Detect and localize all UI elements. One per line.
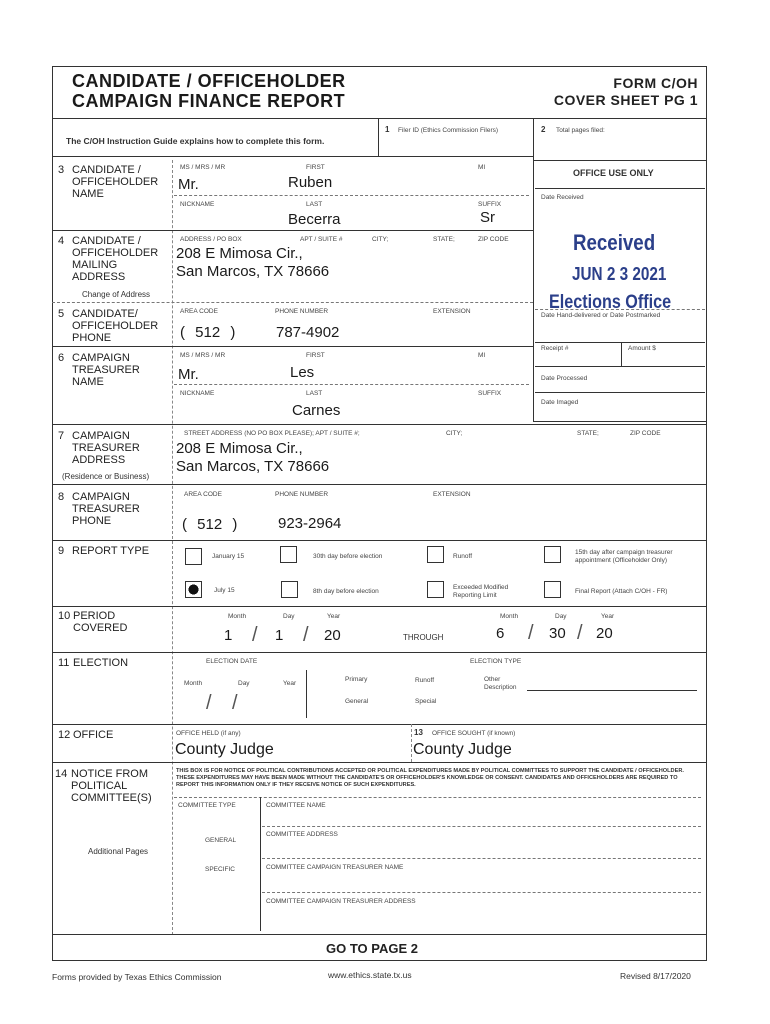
candidate-title[interactable]: Mr.: [178, 176, 199, 193]
received-stamp-date: JUN 2 3 2021: [572, 264, 667, 284]
s3-last-label: LAST: [306, 201, 323, 208]
s10-to-month-label: Month: [500, 613, 519, 620]
committee-name-label: COMMITTEE NAME: [266, 802, 326, 809]
checkbox-exceeded-limit[interactable]: [427, 581, 444, 598]
checkbox-final-report[interactable]: [544, 581, 561, 598]
s12-num: 12: [58, 729, 71, 741]
date-hand-label: Date Hand-delivered or Date Postmarked: [541, 312, 661, 319]
s5-label: CANDIDATE/ OFFICEHOLDER PHONE: [72, 308, 159, 344]
filer-id-label: Filer ID (Ethics Commission Filers): [398, 127, 499, 134]
s7-city-label: CITY;: [446, 430, 463, 437]
s5-num: 5: [58, 308, 65, 320]
election-special[interactable]: Special: [415, 698, 437, 705]
s6-ms-label: MS / MRS / MR: [180, 352, 226, 359]
opt-15th-day-after: 15th day after campaign treasurer appointment (Officeholder Only): [575, 549, 673, 564]
election-other[interactable]: Other Description: [484, 676, 517, 691]
total-pages-label: Total pages filed:: [556, 127, 605, 134]
opt-exceeded-limit: Exceeded Modified Reporting Limit: [453, 584, 509, 599]
s10-label: PERIOD COVERED: [73, 610, 128, 634]
office-held-label: OFFICE HELD (if any): [176, 730, 241, 737]
filer-id-num: 1: [385, 125, 390, 134]
period-to-year[interactable]: 20: [596, 625, 613, 642]
date-imaged-label: Date Imaged: [541, 399, 579, 406]
s9-label: REPORT TYPE: [72, 545, 150, 557]
office-use-title: OFFICE USE ONLY: [573, 168, 654, 178]
candidate-area-code[interactable]: ( 512 ): [180, 324, 236, 341]
s8-label: CAMPAIGN TREASURER PHONE: [72, 491, 140, 527]
treasurer-address-line2[interactable]: San Marcos, TX 78666: [176, 458, 330, 475]
s4-apt-label: APT / SUITE #: [300, 236, 343, 243]
treasurer-last-name[interactable]: Carnes: [292, 402, 341, 419]
s3-first-label: FIRST: [306, 164, 325, 171]
notice-text: THIS BOX IS FOR NOTICE OF POLITICAL CONTRIBUTIONS ACCEPTED OR POLITICAL EXPENDITURES MADE BY POLITICAL COMMITTEES TO SUPPORT THE CANDIDATE / OFFICEHOLDER. THESE EXPENDITURES MAY HAVE BEEN MADE WITHOUT THE CANDIDATE'S OR OFFICEHOLDER'S KNOWLEDGE OR CONSENT. CANDIDATES AND OFFICEHOLDERS ARE REQUIRED TO REPORT THIS INFORMATION ONLY IF THEY RECEIVE NOTICE OF SUCH EXPENDITURES.: [176, 768, 684, 788]
committee-address-label: COMMITTEE ADDRESS: [266, 831, 338, 838]
mailing-address-line2[interactable]: San Marcos, TX 78666: [176, 263, 330, 280]
election-date-label: ELECTION DATE: [206, 658, 258, 665]
opt-runoff: Runoff: [453, 553, 473, 560]
election-type-label: ELECTION TYPE: [470, 658, 522, 665]
treasurer-phone[interactable]: 923-2964: [278, 515, 342, 532]
s3-label: CANDIDATE / OFFICEHOLDER NAME: [72, 164, 159, 200]
s4-label: CANDIDATE / OFFICEHOLDER MAILING ADDRESS: [72, 235, 159, 283]
opt-30th-day: 30th day before election: [313, 553, 383, 560]
s11-label: ELECTION: [73, 657, 129, 669]
treasurer-name-label: COMMITTEE CAMPAIGN TREASURER NAME: [266, 864, 404, 871]
s3-suffix-label: SUFFIX: [478, 201, 502, 208]
s7-address-label: STREET ADDRESS (NO PO BOX PLEASE); APT / SUITE #;: [184, 430, 360, 437]
checkbox-8th-day[interactable]: [281, 581, 298, 598]
election-day-label: Day: [238, 680, 250, 687]
period-from-day[interactable]: 1: [275, 627, 284, 644]
s4-city-label: CITY;: [372, 236, 389, 243]
s4-num: 4: [58, 235, 65, 247]
form-id: FORM C/OH: [613, 75, 698, 91]
treasurer-first-name[interactable]: Les: [290, 364, 315, 381]
total-pages-num: 2: [541, 125, 546, 134]
period-from-month[interactable]: 1: [224, 627, 233, 644]
form-title-line1: CANDIDATE / OFFICEHOLDER: [72, 71, 346, 91]
instruction-text: The C/OH Instruction Guide explains how to complete this form.: [66, 136, 325, 146]
date-received-label: Date Received: [541, 194, 584, 201]
committee-type-specific[interactable]: SPECIFIC: [205, 866, 235, 873]
footer-provided: Forms provided by Texas Ethics Commission: [52, 972, 222, 982]
election-primary[interactable]: Primary: [345, 676, 368, 683]
footer-url[interactable]: www.ethics.state.tx.us: [328, 970, 412, 980]
mailing-address-line1[interactable]: 208 E Mimosa Cir.,: [176, 245, 303, 262]
s8-phone-label: PHONE NUMBER: [275, 491, 329, 498]
s3-nickname-label: NICKNAME: [180, 201, 215, 208]
s6-last-label: LAST: [306, 390, 323, 397]
s6-nickname-label: NICKNAME: [180, 390, 215, 397]
s11-num: 11: [58, 657, 70, 669]
receipt-label: Receipt #: [541, 345, 569, 352]
election-general[interactable]: General: [345, 698, 369, 705]
checkbox-july-15[interactable]: [185, 581, 202, 598]
go-to-page-2[interactable]: GO TO PAGE 2: [326, 941, 418, 956]
s10-to-day-label: Day: [555, 613, 567, 620]
s10-num: 10: [58, 610, 71, 622]
s6-label: CAMPAIGN TREASURER NAME: [72, 352, 140, 388]
office-held-value[interactable]: County Judge: [175, 741, 274, 758]
s10-from-year-label: Year: [327, 613, 341, 620]
s7-sub-label: (Residence or Business): [62, 472, 150, 481]
election-month-label: Month: [184, 680, 203, 687]
form-title-line2: CAMPAIGN FINANCE REPORT: [72, 91, 346, 111]
received-stamp-office: Elections Office: [549, 292, 672, 313]
candidate-last-name[interactable]: Becerra: [288, 211, 341, 228]
s6-first-label: FIRST: [306, 352, 325, 359]
s10-from-day-label: Day: [283, 613, 295, 620]
opt-july-15: July 15: [214, 587, 235, 594]
s13-num: 13: [414, 728, 423, 737]
checkbox-runoff[interactable]: [427, 546, 444, 563]
change-of-address[interactable]: Change of Address: [82, 290, 151, 299]
opt-8th-day: 8th day before election: [313, 588, 379, 595]
s8-area-label: AREA CODE: [184, 491, 222, 498]
treasurer-area-code[interactable]: ( 512 ): [182, 516, 238, 533]
checkbox-30th-day[interactable]: [280, 546, 297, 563]
s12-label: OFFICE: [73, 729, 114, 741]
candidate-phone[interactable]: 787-4902: [276, 324, 340, 341]
treasurer-title[interactable]: Mr.: [178, 366, 199, 383]
additional-pages-label[interactable]: Additional Pages: [88, 847, 149, 856]
s8-ext-label: EXTENSION: [433, 491, 471, 498]
opt-january-15: January 15: [212, 553, 245, 560]
s5-ext-label: EXTENSION: [433, 308, 471, 315]
s4-state-label: STATE;: [433, 236, 455, 243]
s4-address-label: ADDRESS / PO BOX: [180, 236, 242, 243]
received-stamp: Received: [573, 230, 656, 255]
s7-num: 7: [58, 430, 65, 442]
treasurer-address-label: COMMITTEE CAMPAIGN TREASURER ADDRESS: [266, 898, 416, 905]
s5-phone-label: PHONE NUMBER: [275, 308, 329, 315]
election-year-label: Year: [283, 680, 297, 687]
period-from-year[interactable]: 20: [324, 627, 341, 644]
s4-zip-label: ZIP CODE: [478, 236, 509, 243]
footer-revised: Revised 8/17/2020: [620, 971, 691, 981]
opt-final-report: Final Report (Attach C/OH - FR): [575, 588, 668, 595]
period-to-day[interactable]: 30: [549, 625, 566, 642]
through-label: THROUGH: [403, 633, 444, 642]
candidate-suffix[interactable]: Sr: [480, 209, 495, 226]
checkbox-15th-day-after[interactable]: [544, 546, 561, 563]
treasurer-address-line1[interactable]: 208 E Mimosa Cir.,: [176, 440, 303, 457]
s7-zip-label: ZIP CODE: [630, 430, 661, 437]
s3-num: 3: [58, 164, 65, 176]
s14-label: NOTICE FROM POLITICAL COMMITTEE(S): [71, 768, 152, 804]
date-processed-label: Date Processed: [541, 375, 588, 382]
s14-num: 14: [55, 768, 68, 780]
s3-mi-label: MI: [478, 164, 486, 171]
s3-ms-label: MS / MRS / MR: [180, 164, 226, 171]
office-sought-label: OFFICE SOUGHT (if known): [432, 730, 516, 737]
s7-state-label: STATE;: [577, 430, 599, 437]
amount-label: Amount $: [628, 345, 656, 352]
checkbox-january-15[interactable]: [185, 548, 202, 565]
s10-from-month-label: Month: [228, 613, 247, 620]
s7-label: CAMPAIGN TREASURER ADDRESS: [72, 430, 140, 466]
s5-area-label: AREA CODE: [180, 308, 218, 315]
s8-num: 8: [58, 491, 65, 503]
committee-type-label: COMMITTEE TYPE: [178, 802, 236, 809]
s6-mi-label: MI: [478, 352, 486, 359]
period-to-month[interactable]: 6: [496, 625, 505, 642]
election-runoff[interactable]: Runoff: [415, 677, 435, 684]
s6-num: 6: [58, 352, 65, 364]
form-page-label: COVER SHEET PG 1: [553, 92, 698, 108]
candidate-first-name[interactable]: Ruben: [288, 174, 333, 191]
committee-type-general[interactable]: GENERAL: [205, 837, 237, 844]
s6-suffix-label: SUFFIX: [478, 390, 502, 397]
office-sought-value[interactable]: County Judge: [413, 741, 512, 758]
s9-num: 9: [58, 545, 65, 557]
s10-to-year-label: Year: [601, 613, 615, 620]
